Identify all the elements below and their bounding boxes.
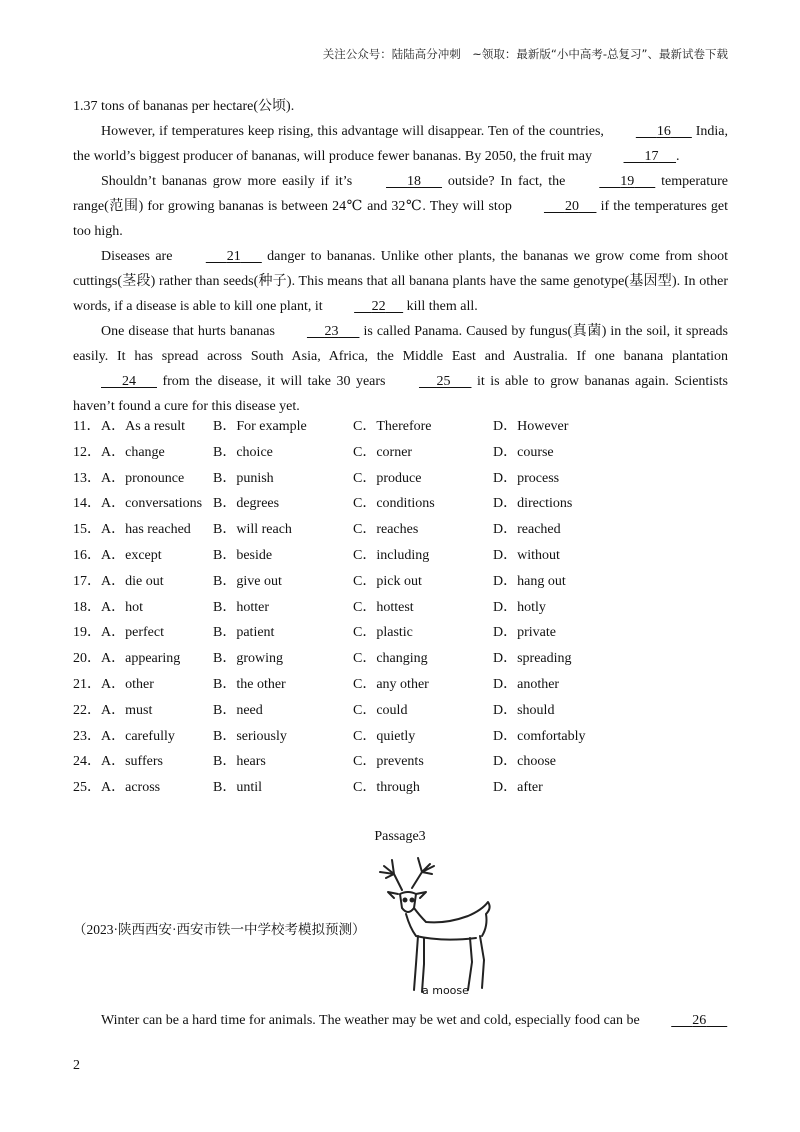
text: However, if temperatures keep rising, this advantage will disappear. Ten of the countries, [101, 124, 608, 139]
question-number: 21． [73, 676, 101, 692]
option-a: A．As a result [101, 419, 185, 434]
option-d: D．hang out [493, 573, 566, 589]
question-number: 17． [73, 573, 101, 589]
option-d: D．spreading [493, 651, 572, 667]
option-row [73, 646, 613, 672]
text: is called Panama. Caused by fungus(真菌) in the soil, it spreads easily. It has spread across South Asia, Africa, the Middle East and Australia. If one banana plantation [73, 324, 728, 364]
option-d: D．reached [493, 522, 561, 538]
blank-22 [326, 294, 403, 319]
option-b: B．degrees [213, 496, 280, 512]
passage3-first-line [73, 1008, 753, 1033]
text: it is able to grow bananas again. Scientists haven’t found a cure for this disease yet. [73, 374, 728, 414]
question-number: 12． [73, 444, 101, 460]
option-b: B．choice [213, 444, 273, 460]
option-c: C．conditions [353, 496, 435, 512]
blank-number: 19 [620, 174, 635, 189]
option-a: A．change [101, 444, 165, 460]
question-number: 24． [73, 754, 101, 770]
blank-21 [178, 244, 262, 269]
blank-number: 25 [436, 374, 451, 389]
option-b: B．hotter [213, 599, 269, 615]
option-b: B．growing [213, 651, 283, 667]
blank-17 [596, 144, 677, 169]
option-d: D．comfortably [493, 728, 586, 744]
option-a: A．conversations [101, 496, 203, 512]
text: Winter can be a hard time for animals. The weather may be wet and cold, especially food can be [101, 1013, 644, 1028]
blank-26 [643, 1008, 727, 1033]
option-row [73, 620, 613, 646]
question-number: 23． [73, 728, 101, 744]
option-d: D．choose [493, 754, 556, 770]
paragraph-1 [73, 119, 728, 169]
option-a: A．must [101, 702, 153, 718]
question-number: 14． [73, 496, 101, 512]
paragraph-2 [73, 169, 728, 244]
text: temperature range(范围) for growing bananas is between 24℃ and 32℃. They will stop [73, 174, 728, 214]
option-c: C．could [353, 702, 408, 718]
option-c: C．Therefore [353, 419, 432, 434]
blank-number: 17 [644, 149, 659, 164]
option-b: B．beside [213, 547, 273, 563]
option-b: B．give out [213, 573, 282, 589]
option-a: A．except [101, 547, 162, 563]
option-c: C．any other [353, 676, 429, 692]
option-a: A．appearing [101, 651, 181, 667]
option-row [73, 466, 613, 492]
option-d: D．should [493, 702, 555, 718]
text: . [676, 149, 680, 164]
option-c: C．hottest [353, 599, 414, 615]
paragraph-4 [73, 319, 728, 419]
option-c: C．plastic [353, 625, 413, 641]
option-row [73, 517, 613, 543]
image-caption: a moose [422, 984, 469, 997]
text: from the disease, it will take 30 years [157, 374, 391, 389]
question-number: 16． [73, 547, 101, 563]
text: India, the world’s biggest producer of bananas, will produce fewer bananas. By 2050, the fruit may [73, 124, 729, 164]
text: danger to bananas. Unlike other plants, the bananas we grow come from shoot cuttings(茎段) rather than seeds(种子). This means that all banana plants have the same genotype(基因型). In other words, if a disease is able to kill one plant, it [73, 249, 728, 314]
option-d: D．course [493, 444, 554, 460]
option-d: D．private [493, 625, 556, 641]
blank-20 [516, 194, 597, 219]
blank-18 [358, 169, 442, 194]
moose-illustration [372, 852, 504, 1002]
paragraph-3 [73, 244, 728, 319]
blank-24 [73, 369, 157, 394]
question-number: 25． [73, 780, 101, 796]
text: Diseases are [101, 249, 178, 264]
paragraph-0 [73, 94, 728, 119]
blank-number: 24 [122, 374, 136, 389]
option-a: A．carefully [101, 728, 175, 744]
option-d: D．another [493, 676, 560, 692]
option-b: B．the other [213, 676, 286, 692]
option-b: B．seriously [213, 728, 287, 744]
blank-number: 18 [407, 174, 422, 189]
option-d: D．process [493, 470, 560, 486]
option-row [73, 543, 613, 569]
blank-16 [608, 119, 692, 144]
line-text: 1.37 tons of bananas per hectare(公顷). [73, 99, 295, 114]
page-header: 关注公众号：陆陆高分冲刺 ~领取：最新版“小中高考-总复习”、最新试卷下载 [322, 47, 728, 61]
option-d: D．hotly [493, 599, 546, 615]
text: kill them all. [403, 299, 478, 314]
question-number: 15． [73, 522, 101, 538]
option-row [73, 569, 613, 595]
blank-19 [571, 169, 655, 194]
option-c: C．pick out [353, 573, 422, 589]
option-c: C．reaches [353, 522, 419, 538]
option-row [73, 414, 613, 440]
option-b: B．hears [213, 754, 266, 770]
option-d: D．directions [493, 496, 573, 512]
option-d: D．without [493, 547, 560, 563]
option-row [73, 491, 613, 517]
option-row [73, 724, 613, 750]
option-c: C．changing [353, 651, 428, 667]
option-b: B．need [213, 702, 263, 718]
question-number: 11． [73, 419, 101, 434]
passage-title: Passage3 [374, 829, 426, 844]
blank-number: 21 [226, 249, 241, 264]
option-d: D．after [493, 780, 543, 796]
blank-25 [391, 369, 472, 394]
option-b: B．will reach [213, 522, 292, 538]
blank-number: 26 [692, 1013, 707, 1028]
question-number: 18． [73, 599, 101, 615]
option-c: C．produce [353, 470, 422, 486]
blank-number: 16 [656, 124, 671, 139]
blank-number: 22 [371, 299, 386, 314]
blank-number: 20 [564, 199, 579, 214]
option-row [73, 672, 613, 698]
page-number: 2 [73, 1058, 80, 1073]
option-a: A．has reached [101, 522, 191, 538]
option-b: B．For example [213, 419, 307, 434]
option-row [73, 749, 613, 775]
option-a: A．suffers [101, 754, 163, 770]
option-c: C．quietly [353, 728, 416, 744]
option-c: C．including [353, 547, 430, 563]
text: if the temperatures get too high. [73, 199, 728, 239]
answer-options [73, 414, 613, 801]
option-a: A．across [101, 780, 161, 796]
question-number: 22． [73, 702, 101, 718]
option-b: B．patient [213, 625, 275, 641]
option-d: D．However [493, 419, 569, 434]
text: Shouldn’t bananas grow more easily if it’s [101, 174, 359, 189]
option-b: B．punish [213, 470, 274, 486]
option-b: B．until [213, 780, 263, 796]
option-row [73, 775, 613, 801]
text: outside? In fact, the [442, 174, 572, 189]
source-note: （2023·陕西西安·西安市铁一中学校考模拟预测） [73, 922, 366, 937]
option-a: A．other [101, 676, 154, 692]
question-number: 20． [73, 651, 101, 667]
blank-number: 23 [324, 324, 339, 339]
passage-text [73, 94, 728, 419]
option-c: C．prevents [353, 754, 424, 770]
option-a: A．perfect [101, 625, 164, 641]
text: One disease that hurts bananas [101, 324, 279, 339]
option-row [73, 595, 613, 621]
option-a: A．hot [101, 599, 143, 615]
option-a: A．die out [101, 573, 164, 589]
question-number: 19． [73, 625, 101, 641]
option-c: C．corner [353, 444, 413, 460]
option-row [73, 698, 613, 724]
blank-23 [279, 319, 360, 344]
option-row [73, 440, 613, 466]
question-number: 13． [73, 470, 101, 486]
option-a: A．pronounce [101, 470, 185, 486]
option-c: C．through [353, 780, 420, 796]
